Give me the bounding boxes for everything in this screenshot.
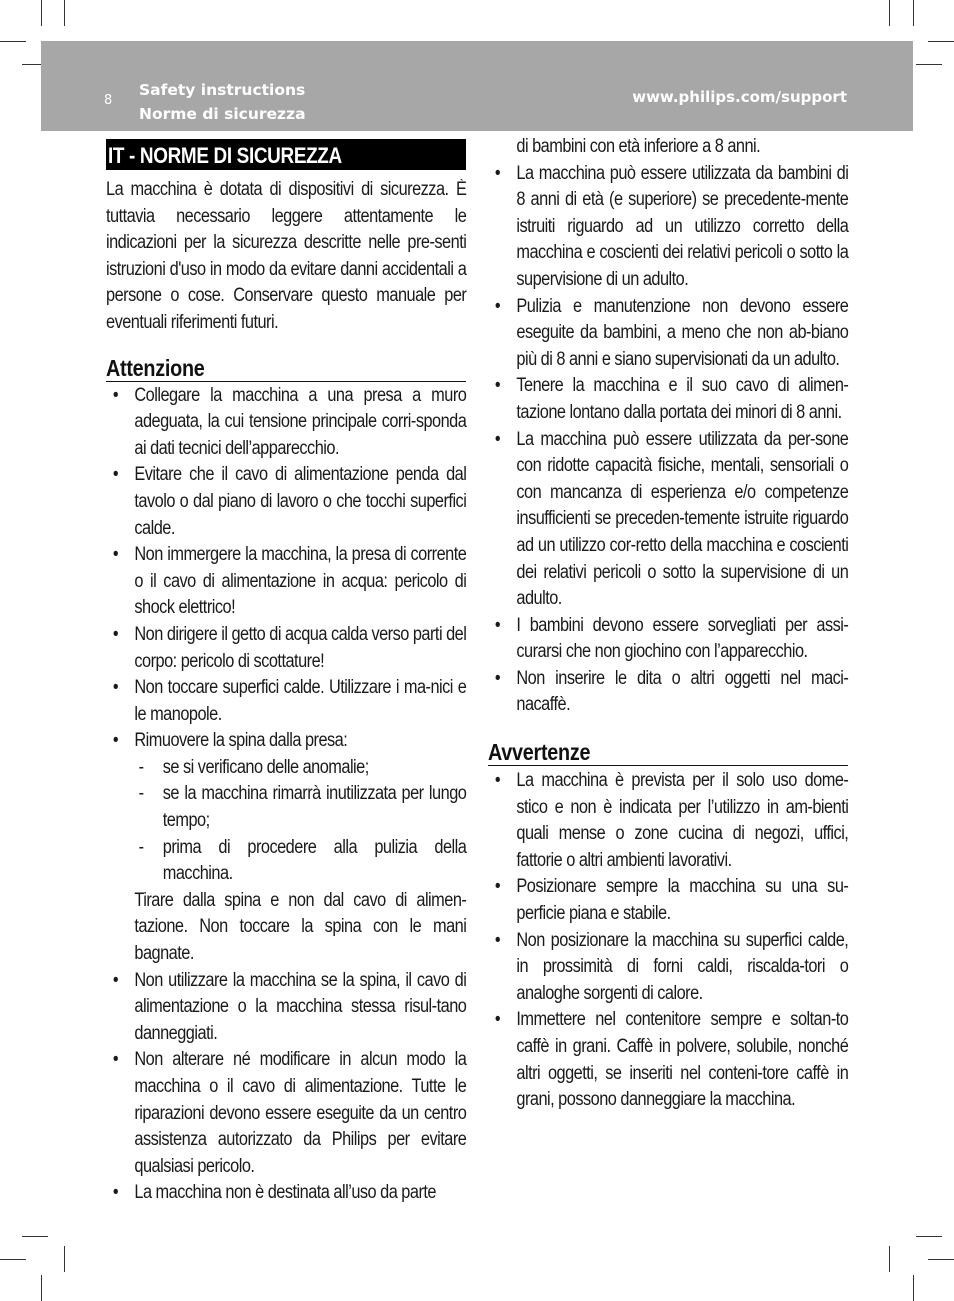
crop-mark [928,41,954,42]
left-column [106,136,466,1207]
crop-mark [889,1246,890,1272]
continuation-text: di bambini con età inferiore a 8 anni. [516,136,761,157]
list-item: • Non utilizzare la macchina se la spina, il cavo di alimentazione o la macchina stessa risul-tano danneggiati. [106,968,466,1048]
list-item: • Immettere nel contenitore sempre e soltan-to caffè in grani. Caffè in polvere, solubile, nonché altri oggetti, se inseriti nel conteni-tore caffè in grani, possono danneggiare la macchina. [488,1007,848,1113]
crop-mark [64,0,65,26]
crop-mark [916,64,942,65]
sub-list-item: - prima di procedere alla pulizia della macchina. [134,835,466,888]
right-column [488,134,848,1114]
attention-list-continued [488,134,848,719]
list-item: • I bambini devono essere sorvegliati per assi-curarsi che non giochino con l’apparecchio. [488,613,848,666]
page-header [41,41,913,131]
warnings-list-wrap [488,768,848,1114]
page-number: 8 [104,93,113,108]
header-title-en: Safety instructions [139,81,306,99]
crop-mark [64,1246,65,1272]
crop-mark [916,1236,942,1237]
header-titles [139,78,306,126]
list-item: • Non dirigere il getto di acqua calda verso parti del corpo: pericolo di scottature! [106,622,466,675]
list-item: • Collegare la macchina a una presa a muro adeguata, la cui tensione principale corri-sponda ai dati tecnici dell’apparecchio. [106,383,466,463]
list-item-text: Rimuovere la spina dalla presa: [134,730,348,752]
header-title-it: Norme di sicurezza [139,105,306,123]
list-item: • Non alterare né modificare in alcun modo la macchina o il cavo di alimentazione. Tutte le riparazioni devono essere eseguite da un centro assistenza autorizzato da Philips per evitare qualsiasi pericolo. [106,1047,466,1180]
warnings-heading: Avvertenze [488,735,848,766]
attention-list-wrap [106,383,466,1207]
crop-mark [0,41,26,42]
crop-mark [889,0,890,26]
list-item: • La macchina non è destinata all’uso da parte [106,1180,466,1207]
attention-list [106,383,466,1207]
crop-mark [913,1275,914,1301]
support-url[interactable]: www.philips.com/support [632,88,847,106]
list-item: • Posizionare sempre la macchina su una su-perficie piana e stabile. [488,874,848,927]
list-item: • La macchina può essere utilizzata da per-sone con ridotte capacità fisiche, mentali, sensoriali o con mancanza di esperienza e/o competenze insufficienti se preceden-temente istruite riguardo ad un utilizzo cor-retto della macchina e coscienti dei relativi pericoli o sotto la supervisione di un adulto. [488,427,848,613]
section-title: IT - NORME DI SICUREZZA [106,139,466,170]
list-item: • Non toccare superfici calde. Utilizzare i ma-nici e le manopole. [106,675,466,728]
sub-list-item: - se la macchina rimarrà inutilizzata per lungo tempo; [134,781,466,834]
crop-mark [0,1259,26,1260]
crop-mark [22,1236,48,1237]
sub-list [134,755,466,888]
list-item-unplug [106,728,466,967]
unplug-note: Tirare dalla spina e non dal cavo di alimen-tazione. Non toccare la spina con le mani bagnate. [134,889,467,965]
list-item: • La macchina può essere utilizzata da bambini di 8 anni di età (e superiore) se precedente-mente istruiti riguardo ad un utilizzo corretto della macchina e coscienti dei relativi pericoli o sotto la supervisione di un adulto. [488,161,848,294]
list-item: • Pulizia e manutenzione non devono essere eseguite da bambini, a meno che non ab-biano più di 8 anni e siano supervisionati da un adulto. [488,294,848,374]
attention-heading: Attenzione [106,351,466,382]
warnings-list [488,768,848,1114]
list-item: • Non immergere la macchina, la presa di corrente o il cavo di alimentazione in acqua: pericolo di shock elettrico! [106,542,466,622]
crop-mark [41,0,42,26]
list-item: • Evitare che il cavo di alimentazione penda dal tavolo o dal piano di lavoro o che tocchi superfici calde. [106,462,466,542]
crop-mark [913,0,914,26]
list-item: • La macchina è prevista per il solo uso dome-stico e non è indicata per l’utilizzo in am-bienti quali mense o zone cucina di negozi, uffici, fattorie o altri ambienti lavorativi. [488,768,848,874]
crop-mark [41,1275,42,1301]
intro-paragraph: La macchina è dotata di dispositivi di sicurezza. È tuttavia necessario leggere attentamente le indicazioni per la sicurezza descritte nelle pre-senti istruzioni d'uso in modo da evitare danni accidentali a persone o cose. Conservare questo manuale per eventuali riferimenti futuri. [106,179,467,333]
right-list-wrap [488,134,848,719]
list-item: • Non inserire le dita o altri oggetti nel maci-nacaffè. [488,666,848,719]
crop-mark [928,1259,954,1260]
list-item: • Tenere la macchina e il suo cavo di alimen-tazione lontano dalla portata dei minori di 8 anni. [488,373,848,426]
sub-list-item: - se si verificano delle anomalie; [134,755,466,782]
list-item-continuation [488,134,848,161]
list-item: • Non posizionare la macchina su superfici calde, in prossimità di forni caldi, riscalda-tori o analoghe sorgenti di calore. [488,928,848,1008]
